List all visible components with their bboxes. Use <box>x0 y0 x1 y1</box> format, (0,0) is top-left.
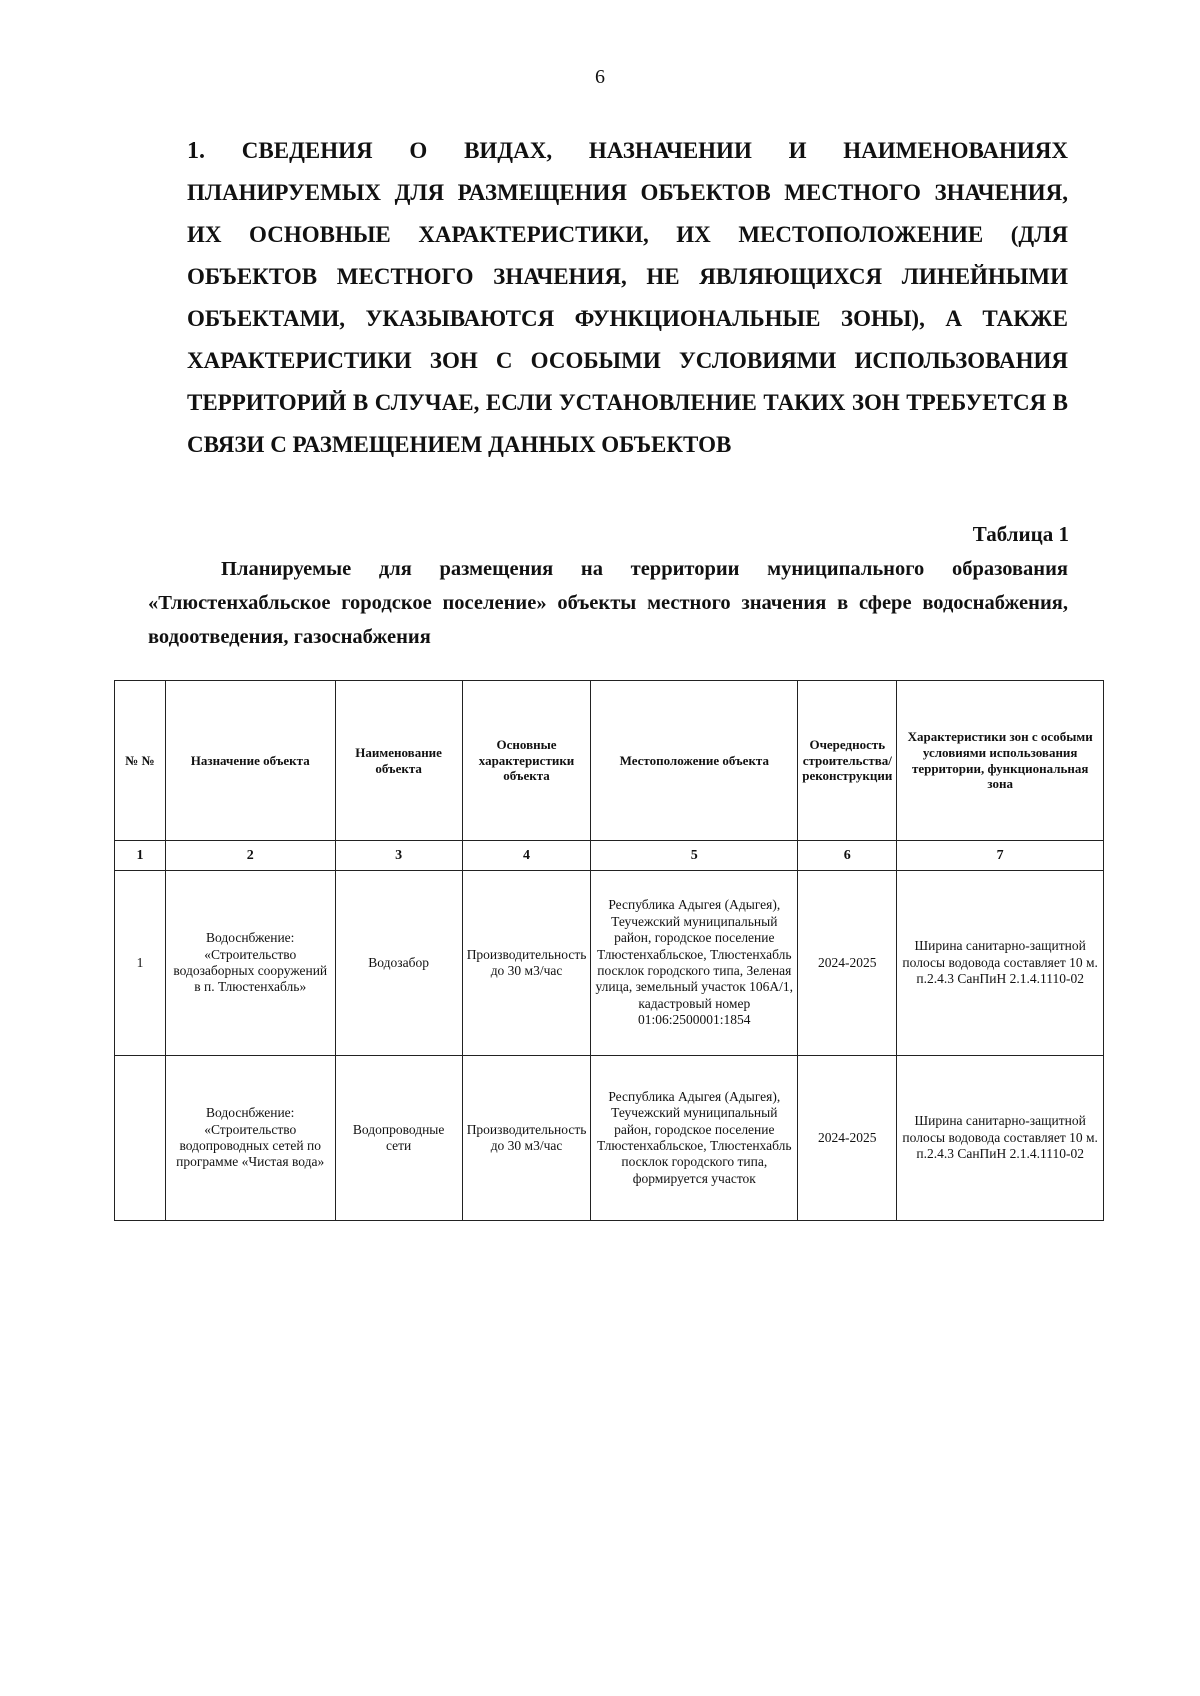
construction-queue: 2024-2025 <box>798 871 897 1056</box>
header-cell: Характеристики зон с особыми условиями использования территории, функциональная зона <box>897 681 1104 841</box>
table-caption: Планируемые для размещения на территории муниципального образования «Тлюстенхабльское городское поселение» объекты местного значения в сфере водоснабжения, водоотведения, газоснабжения <box>148 558 1068 648</box>
object-characteristics: Производительность до 30 м3/час <box>462 871 591 1056</box>
section-heading <box>187 130 1068 466</box>
object-location: Республика Адыгея (Адыгея), Теучежский муниципальный район, городское поселение Тлюстенхабльское, Тлюстенхабль посклок городского типа, формируется участок <box>591 1056 798 1221</box>
header-cell: Местоположение объекта <box>591 681 798 841</box>
column-number: 5 <box>591 841 798 871</box>
table-row <box>115 1056 1104 1221</box>
column-number: 3 <box>335 841 462 871</box>
header-cell: Наименование объекта <box>335 681 462 841</box>
object-purpose: Водоснбжение: «Строительство водопроводных сетей по программе «Чистая вода» <box>165 1056 335 1221</box>
header-cell: № № <box>115 681 166 841</box>
header-cell: Назначение объекта <box>165 681 335 841</box>
header-cell: Очередность строительства/ реконструкции <box>798 681 897 841</box>
objects-table <box>114 680 1104 1221</box>
table-header-row <box>115 681 1104 841</box>
header-cell: Основные характеристики объекта <box>462 681 591 841</box>
object-purpose: Водоснбжение: «Строительство водозаборных сооружений в п. Тлюстенхабль» <box>165 871 335 1056</box>
column-number: 2 <box>165 841 335 871</box>
column-number: 6 <box>798 841 897 871</box>
column-number: 4 <box>462 841 591 871</box>
row-number: 1 <box>115 871 166 1056</box>
section-number: 1. <box>187 138 205 164</box>
object-name: Водозабор <box>335 871 462 1056</box>
table-label: Таблица 1 <box>972 522 1069 546</box>
section-heading-text: СВЕДЕНИЯ О ВИДАХ, НАЗНАЧЕНИИ И НАИМЕНОВАНИЯХ ПЛАНИРУЕМЫХ ДЛЯ РАЗМЕЩЕНИЯ ОБЪЕКТОВ МЕСТНОГО ЗНАЧЕНИЯ, ИХ ОСНОВНЫЕ ХАРАКТЕРИСТИКИ, ИХ МЕСТОПОЛОЖЕНИЕ (ДЛЯ ОБЪЕКТОВ МЕСТНОГО ЗНАЧЕНИЯ, НЕ ЯВЛЯЮЩИХСЯ ЛИНЕЙНЫМИ ОБЪЕКТАМИ, УКАЗЫВАЮТСЯ ФУНКЦИОНАЛЬНЫЕ ЗОНЫ), А ТАКЖЕ ХАРАКТЕРИСТИКИ ЗОН С ОСОБЫМИ УСЛОВИЯМИ ИСПОЛЬЗОВАНИЯ ТЕРРИТОРИЙ В СЛУЧАЕ, ЕСЛИ УСТАНОВЛЕНИЕ ТАКИХ ЗОН ТРЕБУЕТСЯ В СВЯЗИ С РАЗМЕЩЕНИЕМ ДАННЫХ ОБЪЕКТОВ <box>187 138 1068 457</box>
construction-queue: 2024-2025 <box>798 1056 897 1221</box>
column-number: 1 <box>115 841 166 871</box>
column-number-row <box>115 841 1104 871</box>
zone-characteristics: Ширина санитарно-защитной полосы водовода составляет 10 м. п.2.4.3 СанПиН 2.1.4.1110-02 <box>897 871 1104 1056</box>
object-characteristics: Производительность до 30 м3/час <box>462 1056 591 1221</box>
zone-characteristics: Ширина санитарно-защитной полосы водовода составляет 10 м. п.2.4.3 СанПиН 2.1.4.1110-02 <box>897 1056 1104 1221</box>
page-number: 6 <box>595 66 605 88</box>
object-name: Водопроводные сети <box>335 1056 462 1221</box>
row-number <box>115 1056 166 1221</box>
table-row <box>115 871 1104 1056</box>
column-number: 7 <box>897 841 1104 871</box>
object-location: Республика Адыгея (Адыгея), Теучежский муниципальный район, городское поселение Тлюстенхабльское, Тлюстенхабль посклок городского типа, Зеленая улица, земельный участок 106А/1, кадастровый номер 01:06:2500001:1854 <box>591 871 798 1056</box>
